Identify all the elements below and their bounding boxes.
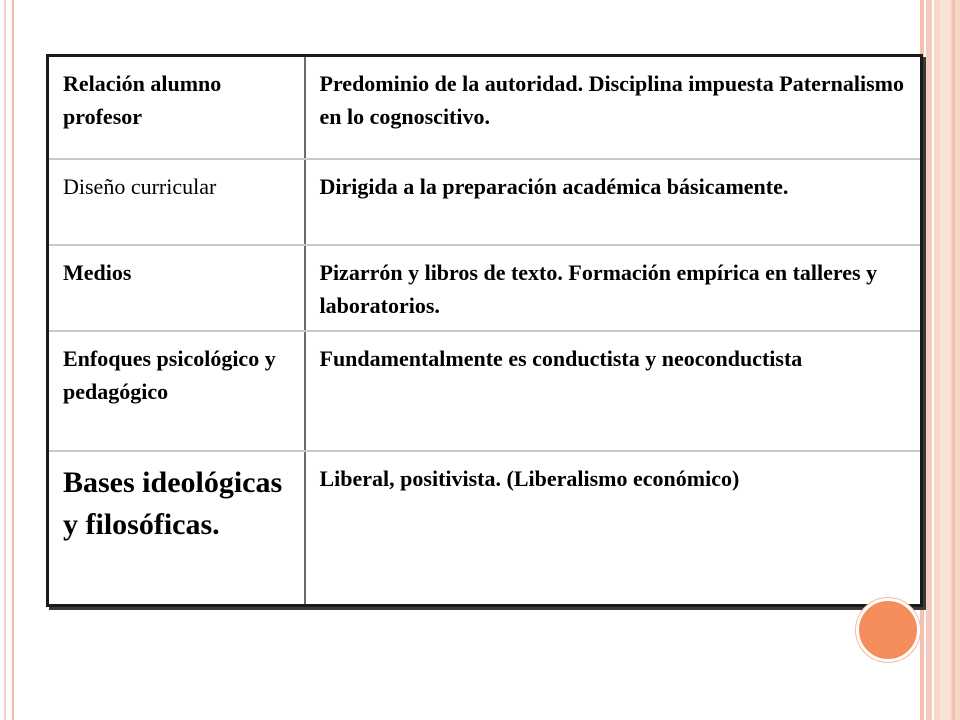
table-row bbox=[48, 159, 922, 245]
row-label-enfoques: Enfoques psicológico y pedagógico bbox=[48, 331, 305, 451]
table-row bbox=[48, 56, 922, 159]
row-value-bases: Liberal, positivista. (Liberalismo económico) bbox=[305, 451, 922, 606]
comparison-table bbox=[46, 54, 923, 607]
left-decorative-border bbox=[0, 0, 14, 720]
row-label-diseno: Diseño curricular bbox=[48, 159, 305, 245]
table-row bbox=[48, 331, 922, 451]
table-row bbox=[48, 451, 922, 606]
row-value-enfoques: Fundamentalmente es conductista y neoconductista bbox=[305, 331, 922, 451]
table-row bbox=[48, 245, 922, 331]
row-label-medios: Medios bbox=[48, 245, 305, 331]
row-value-medios: Pizarrón y libros de texto. Formación empírica en talleres y laboratorios. bbox=[305, 245, 922, 331]
row-label-relacion: Relación alumno profesor bbox=[48, 56, 305, 159]
right-decorative-stripes bbox=[918, 0, 960, 720]
row-value-diseno: Dirigida a la preparación académica básicamente. bbox=[305, 159, 922, 245]
row-label-bases: Bases ideológicas y filosóficas. bbox=[48, 451, 305, 606]
row-value-relacion: Predominio de la autoridad. Disciplina impuesta Paternalismo en lo cognoscitivo. bbox=[305, 56, 922, 159]
comparison-table-container bbox=[46, 54, 920, 604]
decorative-orange-circle bbox=[856, 598, 920, 662]
